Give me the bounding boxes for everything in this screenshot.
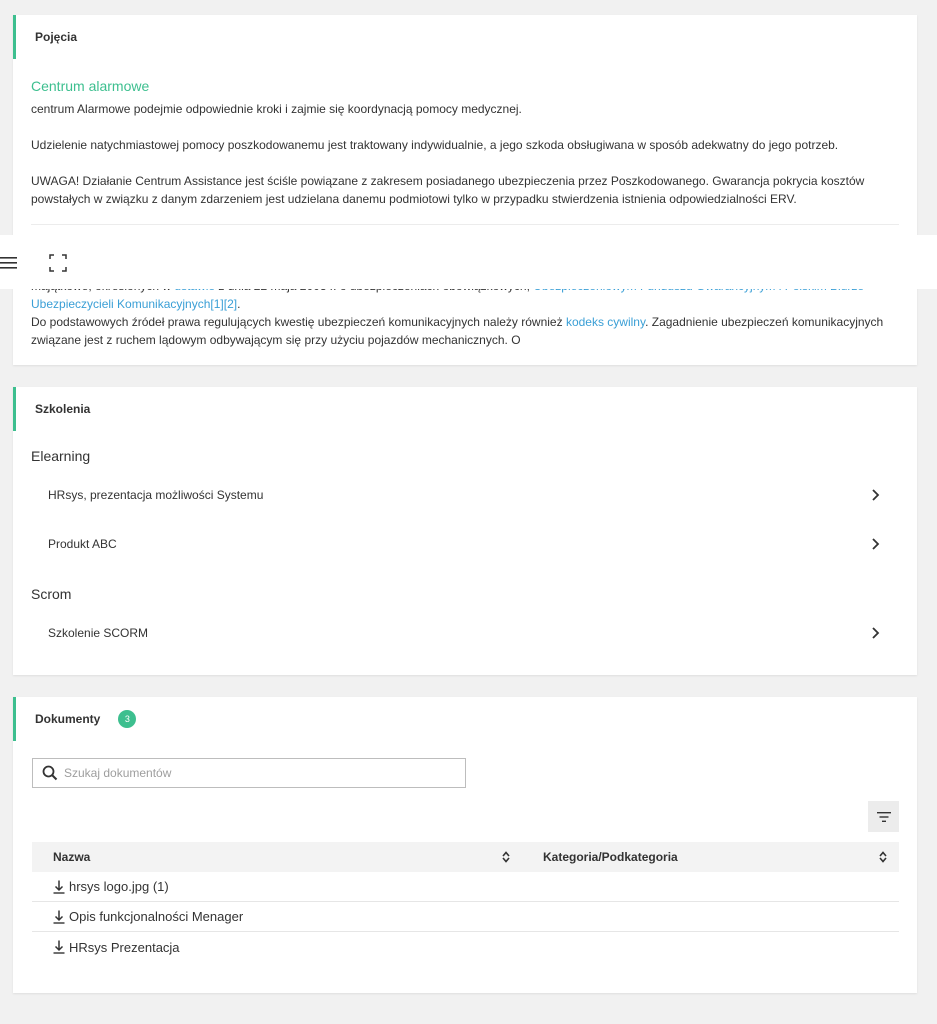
group-label-scrom: Scrom — [31, 586, 72, 602]
training-item-label: HRsys, prezentacja możliwości Systemu — [48, 488, 264, 502]
dokumenty-card — [13, 697, 917, 993]
filter-icon — [877, 811, 891, 823]
dokumenty-header — [13, 697, 917, 741]
document-name[interactable]: hrsys logo.jpg (1) — [69, 879, 169, 894]
paragraph: Udzielenie natychmiastowej pomocy poszkodowanemu jest traktowany indywidualnie, a jego szkoda obsługiwana w sposób adekwatny do jego potrzeb. — [31, 138, 839, 152]
szkolenia-card — [13, 387, 917, 675]
link-kodeks-cywilny[interactable]: kodeks cywilny — [565, 315, 646, 329]
sort-icon — [879, 851, 887, 863]
chevron-right-icon — [871, 538, 881, 550]
chevron-right-icon — [871, 627, 881, 639]
training-item-label: Szkolenie SCORM — [48, 626, 149, 640]
szkolenia-header: Szkolenia — [13, 387, 917, 431]
filter-button[interactable] — [868, 801, 899, 832]
divider — [31, 224, 899, 225]
text-fragment: . Zagadnienie ubezpieczeń komunikacyjnych związane jest z ruchem lądowym odbywającym się przy użyciu pojazdów mechanicznych. O — [31, 315, 884, 347]
search-input[interactable] — [64, 760, 465, 786]
download-icon[interactable] — [53, 910, 65, 924]
column-header-name[interactable] — [32, 842, 522, 872]
pojecia-content — [13, 59, 917, 225]
download-icon[interactable] — [53, 940, 65, 954]
column-label: Nazwa — [53, 850, 91, 864]
text-fragment: Do podstawowych źródeł prawa regulujących kwestię ubezpieczeń komunikacyjnych należy również — [31, 315, 566, 329]
column-label: Kategoria/Podkategoria — [543, 850, 678, 864]
documents-table — [32, 842, 899, 962]
document-name[interactable]: Opis funkcjonalności Menager — [69, 909, 244, 924]
training-item[interactable] — [48, 534, 881, 554]
training-item[interactable] — [48, 623, 881, 643]
pojecia-header: Pojęcia — [13, 15, 917, 59]
column-header-category[interactable] — [522, 842, 899, 872]
text-fragment: . — [237, 297, 241, 311]
chevron-right-icon — [871, 489, 881, 501]
document-name[interactable]: HRsys Prezentacja — [69, 939, 180, 955]
group-label-elearning: Elearning — [31, 448, 91, 464]
search-icon — [42, 765, 58, 781]
table-header — [32, 842, 899, 872]
training-item[interactable] — [48, 485, 881, 505]
floating-toolbar — [0, 235, 937, 289]
topic-title: Centrum alarmowe — [31, 78, 150, 94]
pojecia-card — [13, 15, 917, 365]
table-row[interactable] — [32, 902, 899, 932]
dokumenty-title: Dokumenty — [35, 712, 101, 726]
paragraph: centrum Alarmowe podejmie odpowiednie kroki i zajmie się koordynacją pomocy medycznej. — [31, 102, 522, 116]
table-row[interactable] — [32, 932, 899, 962]
table-row[interactable] — [32, 872, 899, 902]
download-icon[interactable] — [53, 880, 65, 894]
training-item-label: Produkt ABC — [48, 537, 117, 551]
sort-icon — [502, 851, 510, 863]
fullscreen-icon[interactable] — [48, 253, 68, 273]
documents-count-badge: 3 — [118, 710, 136, 728]
paragraph: UWAGA! Działanie Centrum Assistance jest ściśle powiązane z zakresem posiadanego ubezpieczenia przez Poszkodowanego. Gwarancja pokrycia kosztów powstałych w związku z danym zdarzeniem jest udzielana danemu podmiotowi tylko w przypadku stwierdzenia istnienia odpowiedzialności ERV. — [31, 174, 865, 206]
search-box — [32, 758, 466, 788]
link-biuro[interactable]: Ubezpieczycieli Komunikacyjnych[1][2] — [31, 297, 238, 311]
hamburger-icon[interactable] — [0, 253, 20, 273]
